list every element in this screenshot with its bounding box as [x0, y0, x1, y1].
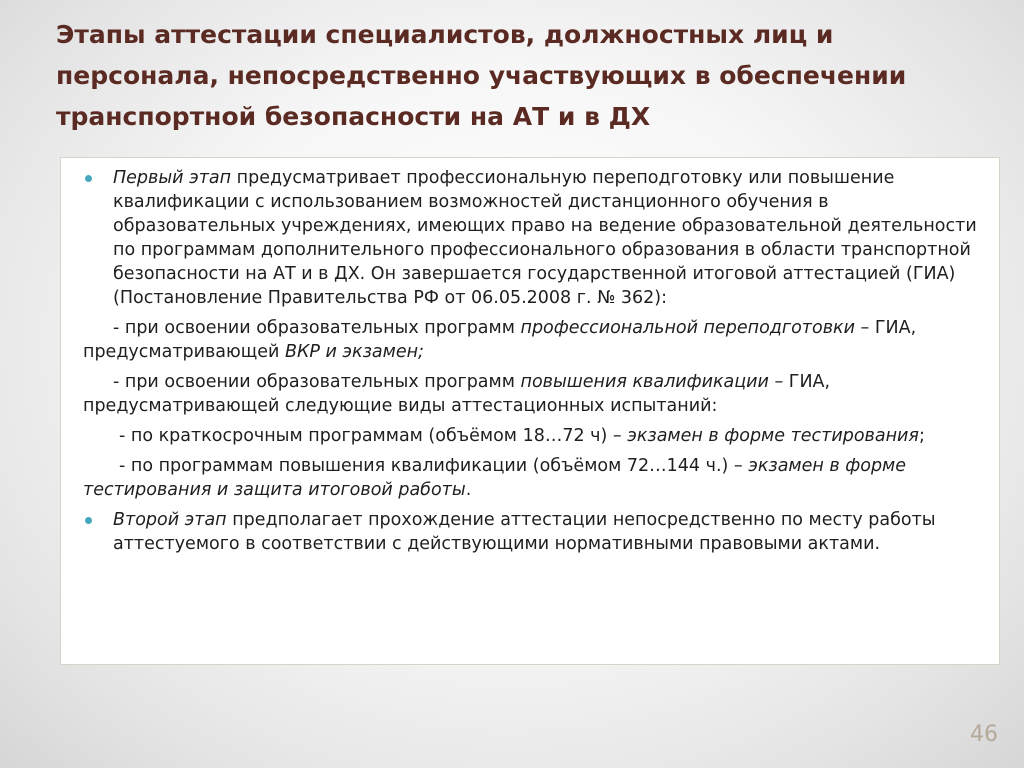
bullet-dot-icon	[85, 175, 92, 182]
qualification-prefix: - при освоении образовательных программ	[113, 372, 521, 392]
bullet-dot-icon	[85, 517, 92, 524]
qualification-program-type: повышения квалификации	[520, 372, 769, 392]
long-programs-exam: экзамен в форме тестирования и защита итоговой работы	[83, 456, 907, 500]
page-number: 46	[970, 722, 998, 747]
retraining-exam-type: ВКР и экзамен;	[284, 342, 424, 362]
short-programs-prefix: - по краткосрочным программам (объёмом 18…72 ч) –	[119, 426, 628, 446]
long-programs-prefix: - по программам повышения квалификации (объёмом 72…144 ч.) –	[119, 456, 749, 476]
long-programs-suffix: .	[465, 480, 472, 500]
item-professional-retraining	[83, 316, 981, 364]
first-stage-text: предусматривает профессиональную переподготовку или повышение квалификации с использованием возможностей дистанционного обучения в образовательных учреждениях, имеющих право на ведение образовательной деятельности по программам дополнительного профессионального образования в области транспортной безопасности на АТ и в ДХ. Он завершается государственной итоговой аттестацией (ГИА) (Постановление Правительства РФ от 06.05.2008 г. № 362):	[113, 168, 977, 308]
slide-title: Этапы аттестации специалистов, должностных лиц и персонала, непосредственно участвующих в обеспечении транспортной безопасности на АТ и в ДХ	[56, 20, 907, 131]
item-long-programs	[83, 454, 981, 502]
bullet-second-stage	[83, 508, 981, 556]
short-programs-suffix: ;	[918, 426, 925, 446]
retraining-program-type: профессиональной переподготовки	[520, 318, 855, 338]
second-stage-text: предполагает прохождение аттестации непосредственно по месту работы аттестуемого в соответствии с действующими нормативными правовыми актами.	[113, 510, 936, 554]
second-stage-label: Второй этап	[113, 510, 227, 530]
slide-content	[83, 166, 981, 556]
retraining-prefix: - при освоении образовательных программ	[113, 318, 521, 338]
item-short-programs	[83, 424, 981, 448]
bullet-first-stage	[83, 166, 981, 310]
short-programs-exam: экзамен в форме тестирования	[627, 426, 919, 446]
content-box	[60, 157, 1000, 665]
item-qualification-upgrade	[83, 370, 981, 418]
first-stage-label: Первый этап	[113, 168, 232, 188]
qualification-suffix: – ГИА, предусматривающей следующие виды аттестационных испытаний:	[83, 372, 831, 416]
retraining-middle: – ГИА, предусматривающей	[83, 318, 917, 362]
